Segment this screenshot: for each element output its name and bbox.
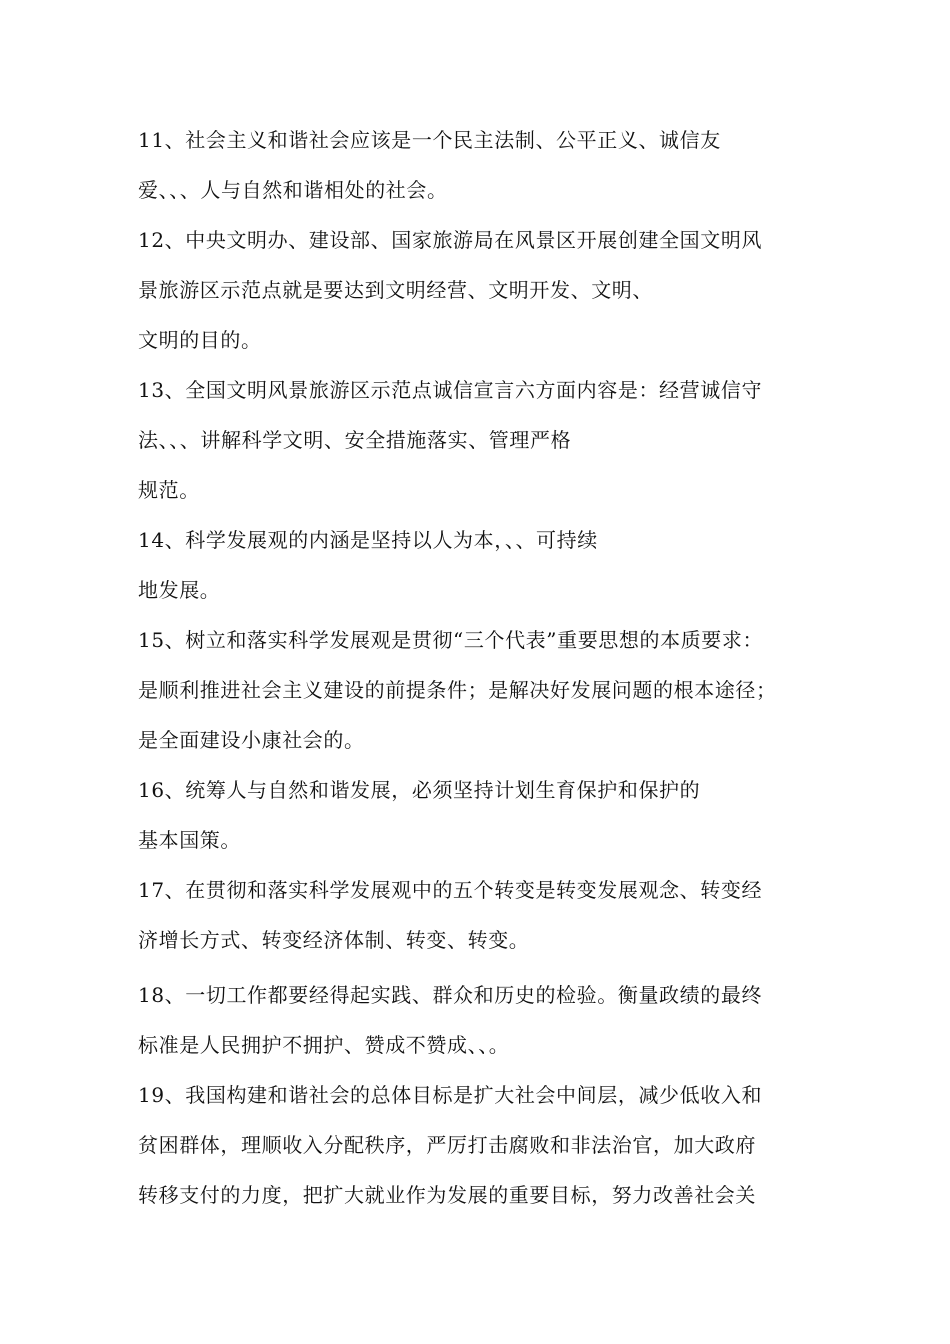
question-18-line-2: 标准是人民拥护不拥护、赞成不赞成、、。 [138, 1033, 510, 1057]
question-12-line-3: 文明的目的。 [138, 328, 262, 352]
question-19-line-1: 19、我国构建和谐社会的总体目标是扩大社会中间层，减少低收入和 [138, 1083, 763, 1107]
question-15-line-2: 是顺利推进社会主义建设的前提条件；是解决好发展问题的根本途径； [138, 678, 777, 702]
question-19-line-3: 转移支付的力度，把扩大就业作为发展的重要目标，努力改善社会关 [138, 1183, 756, 1207]
question-15-line-1: 15、树立和落实科学发展观是贯彻“三个代表”重要思想的本质要求： [138, 628, 764, 652]
question-14-line-1: 14、科学发展观的内涵是坚持以人为本，、、可持续 [138, 528, 598, 552]
question-16-line-2: 基本国策。 [138, 828, 241, 852]
question-13-line-3: 规范。 [138, 478, 200, 502]
question-19-line-2: 贫困群体，理顺收入分配秩序，严厉打击腐败和非法治官，加大政府 [138, 1133, 756, 1157]
question-14-line-2: 地发展。 [138, 578, 221, 602]
question-15-line-3: 是全面建设小康社会的。 [138, 728, 365, 752]
question-11-line-2: 爱、、、人与自然和谐相处的社会。 [138, 178, 448, 202]
question-16-line-1: 16、统筹人与自然和谐发展，必须坚持计划生育保护和保护的 [138, 778, 701, 802]
question-11-line-1: 11、社会主义和谐社会应该是一个民主法制、公平正义、诚信友 [138, 128, 721, 152]
question-17-line-1: 17、在贯彻和落实科学发展观中的五个转变是转变发展观念、转变经 [138, 878, 763, 902]
question-13-line-1: 13、全国文明风景旅游区示范点诚信宣言六方面内容是：经营诚信守 [138, 378, 763, 402]
question-18-line-1: 18、一切工作都要经得起实践、群众和历史的检验。衡量政绩的最终 [138, 983, 763, 1007]
question-12-line-1: 12、中央文明办、建设部、国家旅游局在风景区开展创建全国文明风 [138, 228, 763, 252]
question-13-line-2: 法、、、讲解科学文明、安全措施落实、管理严格 [138, 428, 572, 452]
question-12-line-2: 景旅游区示范点就是要达到文明经营、文明开发、文明、 [138, 278, 653, 302]
question-17-line-2: 济增长方式、转变经济体制、转变、转变。 [138, 928, 530, 952]
